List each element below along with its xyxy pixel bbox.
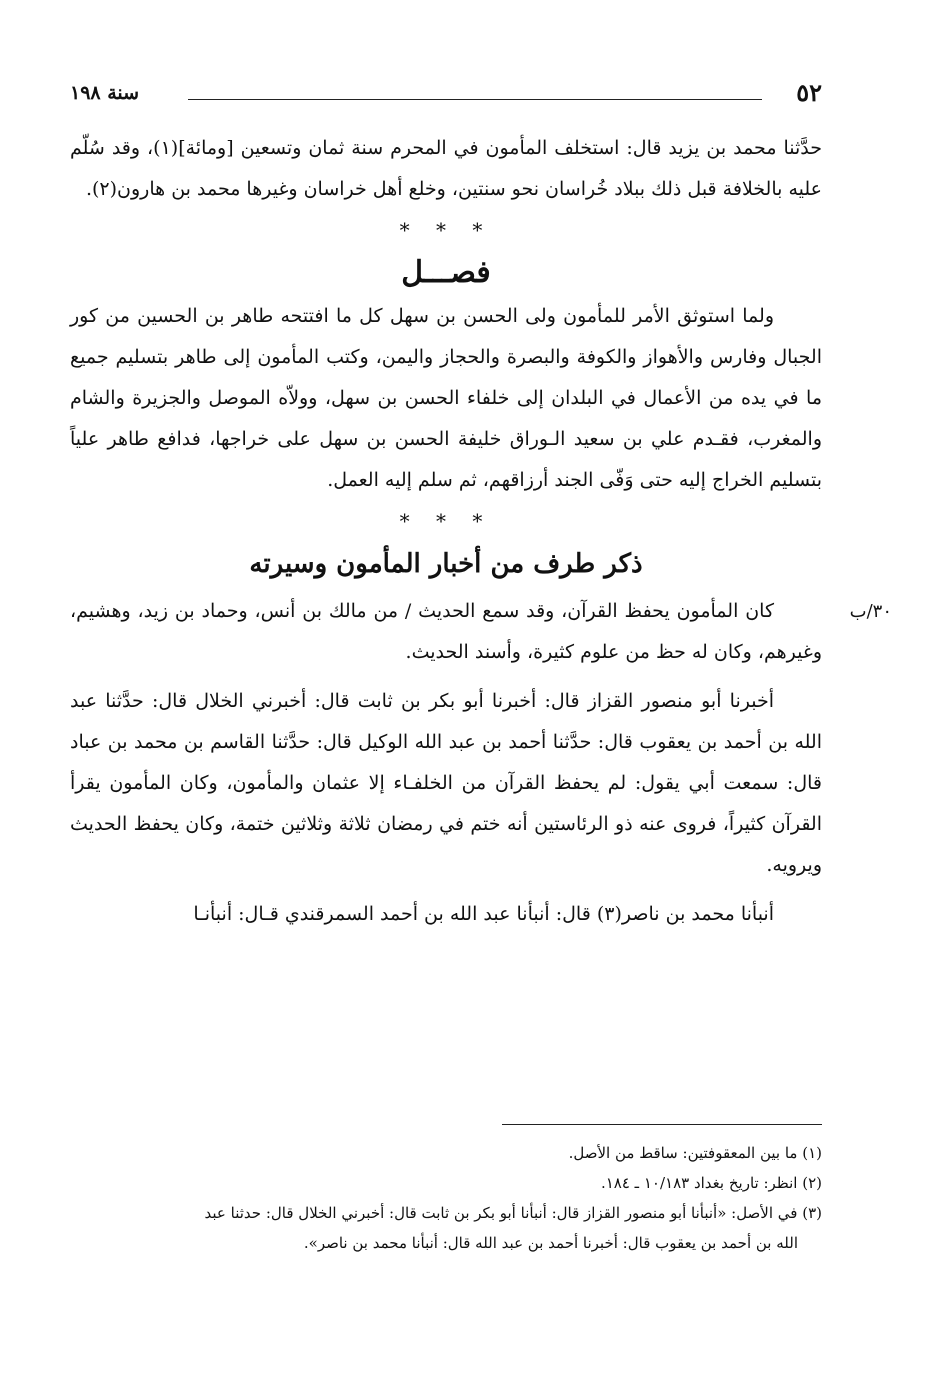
section-heading-mamun: ذكر طرف من أخبار المأمون وسيرته xyxy=(249,549,643,579)
section-heading-fasl: فصـــل xyxy=(401,255,491,290)
footnote-1: (١) ما بين المعقوفتين: ساقط من الأصل. xyxy=(568,1144,822,1162)
footnotes xyxy=(70,1138,822,1258)
page-header xyxy=(70,78,822,112)
paragraph-3: كان المأمون يحفظ القرآن، وقد سمع الحديث / من مالك بن أنس، وحماد بن زيد، وهشيم، وغيرهم، وكان له حظ من علوم كثيرة، وأسند الحديث. xyxy=(70,600,822,663)
header-rule xyxy=(188,99,762,100)
paragraph-1: حدَّثنا محمد بن يزيد قال: استخلف المأمون في المحرم سنة ثمان وتسعين [ومائة](١)، وقد سُلّم عليه بالخلافة قبل ذلك ببلاد خُراسان نحو سنتين، وخلع أهل خراسان وغيرها محمد بن هارون(٢). xyxy=(70,137,822,200)
section-separator-2: * * * xyxy=(399,509,493,533)
paragraph-2: ولما استوثق الأمر للمأمون ولى الحسن بن سهل كل ما افتتحه طاهر بن الحسين من كور الجبال وفارس والأهواز والكوفة والبصرة والحجاز واليمن، وكتب المأمون إلى طاهر بتسليم جميع ما في يده من الأعمال في البلدان إلى خلفاء الحسن بن سهل، وولاّه الموصل والجزيرة والشام والمغرب، فقـدم علي بن سعيد الـوراق خليفة الحسن بن سهل على خراجها، فدافع طاهر علياً بتسليم الخراج إليه حتى وَفّى الجند أرزاقهم، ثم سلم إليه العمل. xyxy=(70,305,822,491)
paragraph-4: أخبرنا أبو منصور القزاز قال: أخبرنا أبو بكر بن ثابت قال: أخبرني الخلال قال: حدَّثنا عبد الله بن أحمد بن يعقوب قال: حدَّثنا أحمد بن عبد الله الوكيل قال: حدَّثنا القاسم بن محمد بن عباد قال: سمعت أبي يقول: لم يحفظ القرآن من الخلفـاء إلا عثمان والمأمون، وكان المأمون يقرأ القرآن كثيراً، فروى عنه ذو الرئاستين أنه ختم في رمضان ثلاثة وثلاثين ختمة، وكان يحفظ الحديث ويرويه. xyxy=(70,690,822,876)
footnote-2: (٢) انظر: تاريخ بغداد ١٠/١٨٣ ـ ١٨٤. xyxy=(600,1174,822,1192)
main-text xyxy=(70,128,892,935)
footnote-3-continued: الله بن أحمد بن يعقوب قال: أخبرنا أحمد بن عبد الله قال: أنبأنا محمد بن ناصر». xyxy=(303,1234,798,1252)
footnote-rule xyxy=(502,1124,822,1125)
manuscript-folio-note: ٣٠/ب xyxy=(849,601,892,622)
section-separator-1: * * * xyxy=(399,218,493,242)
paragraph-5: أنبأنا محمد بن ناصر(٣) قال: أنبأنا عبد الله بن أحمد السمرقندي قـال: أنبأنـا xyxy=(193,903,774,925)
footnote-3: (٣) في الأصل: «أنبأنا أبو منصور القزاز قال: أنبأنا أبو بكر بن ثابت قال: أخبرني الخلال قال: حدثنا عبد xyxy=(204,1204,822,1222)
page-number: ٥٢ xyxy=(796,78,822,107)
paragraph-3-wrapper xyxy=(70,591,892,673)
running-head: سنة ١٩٨ xyxy=(70,82,140,104)
